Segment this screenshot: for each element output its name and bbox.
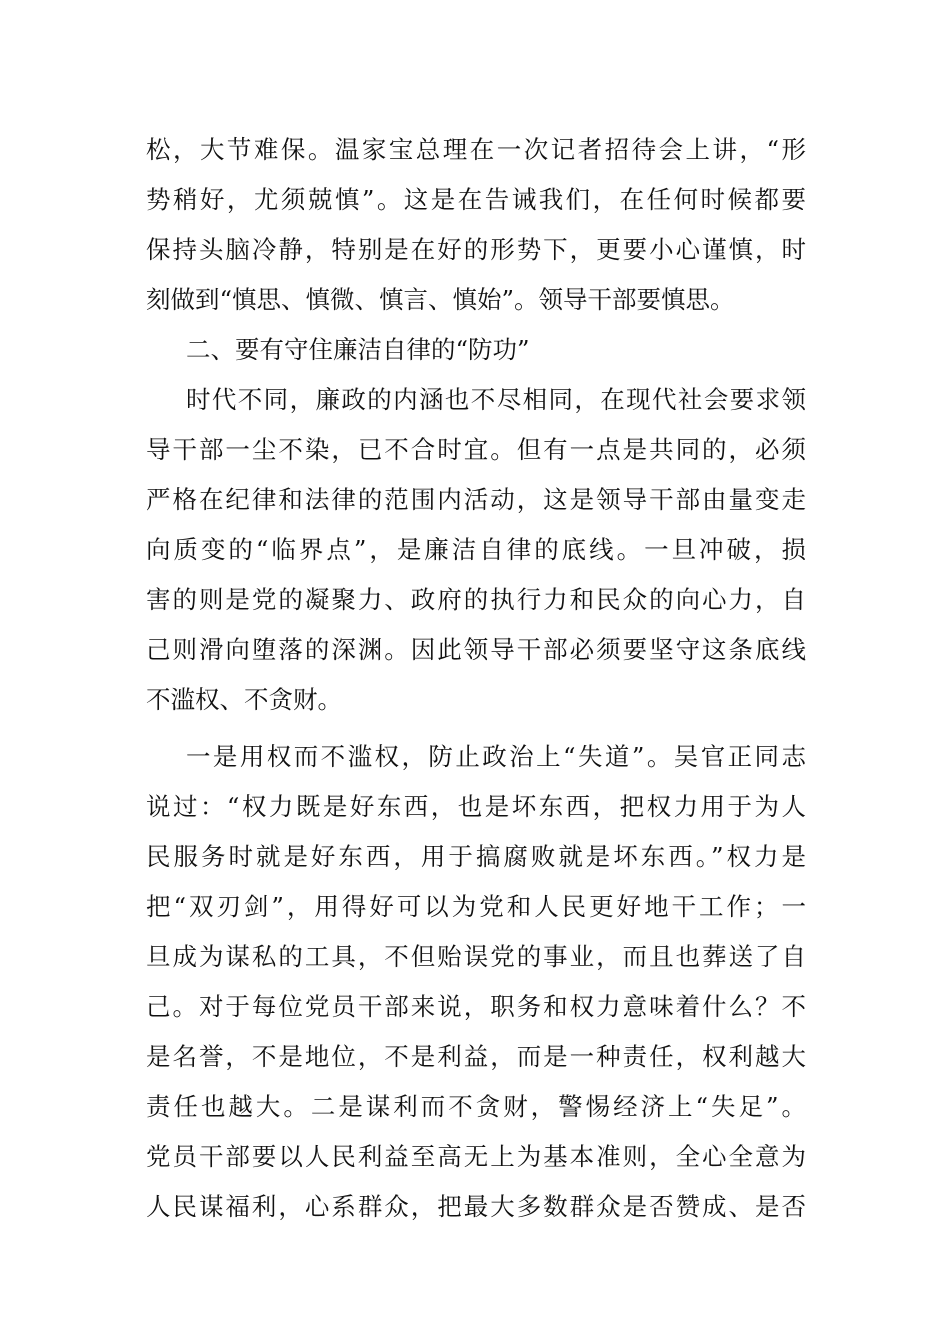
text-line: 己则滑向堕落的深渊。因此领导干部必须要坚守这条底线 [146,635,806,664]
text-line: 党员干部要以人民利益至高无上为基本准则，全心全意为 [146,1142,806,1171]
text-line: 旦成为谋私的工具，不但贻误党的事业，而且也葬送了自 [146,942,806,971]
text-line: 势稍好，尤须兢慎”。这是在告诫我们，在任何时候都要 [146,185,806,214]
text-line: 导干部一尘不染，已不合时宜。但有一点是共同的，必须 [146,435,806,464]
text-line: 己。对于每位党员干部来说，职务和权力意味着什么？不 [146,992,806,1021]
text-line: 不滥权、不贪财。 [146,685,342,714]
text-line: 向质变的“临界点”，是廉洁自律的底线。一旦冲破，损 [146,535,806,564]
text-line: 一是用权而不滥权，防止政治上“失道”。吴官正同志 [186,742,806,771]
text-line: 人民谋福利，心系群众，把最大多数群众是否赞成、是否 [146,1192,806,1221]
text-line: 保持头脑冷静，特别是在好的形势下，更要小心谨慎，时 [146,235,806,264]
text-line: 害的则是党的凝聚力、政府的执行力和民众的向心力，自 [146,585,806,614]
text-line: 责任也越大。二是谋利而不贪财，警惕经济上“失足”。 [146,1092,806,1121]
text-line: 说过：“权力既是好东西，也是坏东西，把权力用于为人 [146,792,806,821]
text-line: 严格在纪律和法律的范围内活动，这是领导干部由量变走 [146,485,806,514]
section-heading: 二、要有守住廉洁自律的“防功” [186,335,530,364]
text-line: 松，大节难保。温家宝总理在一次记者招待会上讲，“形 [146,135,806,164]
text-line: 时代不同，廉政的内涵也不尽相同，在现代社会要求领 [186,385,806,414]
text-line: 民服务时就是好东西，用于搞腐败就是坏东西。”权力是 [146,842,806,871]
text-line: 把“双刃剑”，用得好可以为党和人民更好地干工作；一 [146,892,806,921]
text-line: 是名誉，不是地位，不是利益，而是一种责任，权利越大 [146,1042,806,1071]
text-line: 刻做到“慎思、慎微、慎言、慎始”。领导干部要慎思。 [146,285,735,314]
